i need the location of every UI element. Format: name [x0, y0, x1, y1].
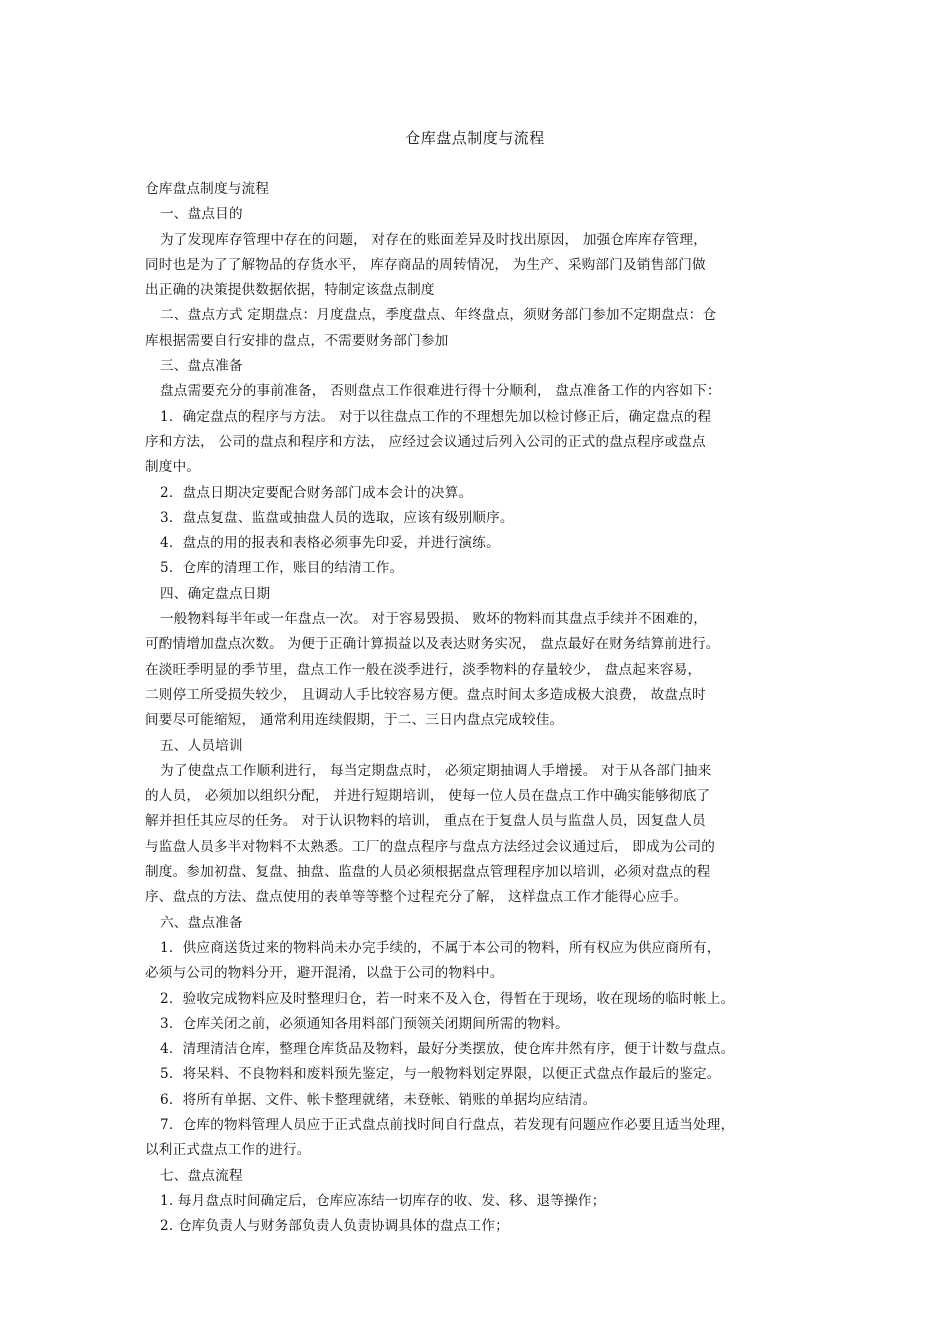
document-body	[145, 177, 825, 1239]
body-line: 序、盘点的方法、盘点使用的表单等等整个过程充分了解， 这样盘点工作才能得心应手。	[145, 889, 688, 906]
body-line: 2．盘点日期决定要配合财务部门成本会计的决算。	[160, 484, 473, 501]
body-line: 2．验收完成物料应及时整理归仓，若一时来不及入仓，得暂在于现场，收在现场的临时帐上。	[160, 990, 735, 1007]
body-line: 仓库盘点制度与流程	[145, 181, 270, 197]
body-line: 2. 仓库负责人与财务部负责人负责协调具体的盘点工作；	[160, 1218, 509, 1235]
body-line: 可酌情增加盘点次数。 为便于正确计算损益以及表达财务实况， 盘点最好在财务结算前进行。	[145, 636, 720, 653]
body-line: 3．仓库关闭之前，必须通知各用料部门预领关闭期间所需的物料。	[160, 1015, 569, 1032]
body-line: 一、盘点目的	[160, 206, 243, 223]
body-line: 5．仓库的清理工作，账目的结清工作。	[160, 560, 404, 577]
body-line: 7．仓库的物料管理人员应于正式盘点前找时间自行盘点，若发现有问题应作必要且适当处理，	[160, 1116, 735, 1133]
page-title: 仓库盘点制度与流程	[405, 129, 545, 147]
body-line: 6．将所有单据、文件、帐卡整理就绪，未登帐、销账的单据均应结清。	[160, 1091, 597, 1108]
body-line: 二、盘点方式 定期盘点：月度盘点，季度盘点、年终盘点，须财务部门参加不定期盘点：仓	[160, 307, 717, 324]
body-line: 解并担任其应尽的任务。 对于认识物料的培训， 重点在于复盘人员与监盘人员，因复盘人员	[145, 813, 706, 830]
body-line: 1．确定盘点的程序与方法。 对于以往盘点工作的不理想先加以检讨修正后，确定盘点的程	[160, 408, 712, 425]
body-line: 同时也是为了了解物品的存货水平， 库存商品的周转情况， 为生产、采购部门及销售部门做	[145, 256, 706, 273]
body-line: 出正确的决策提供数据依据，特制定该盘点制度	[145, 282, 435, 299]
body-line: 序和方法， 公司的盘点和程序和方法， 应经过会议通过后列入公司的正式的盘点程序或盘点	[145, 433, 706, 450]
body-line: 六、盘点准备	[160, 914, 243, 931]
body-line: 1．供应商送货过来的物料尚未办完手续的，不属于本公司的物料，所有权应为供应商所有，	[160, 939, 721, 956]
body-line: 与监盘人员多半对物料不太熟悉。工厂的盘点程序与盘点方法经过会议通过后， 即成为公司的	[145, 838, 716, 855]
body-line: 一般物料每半年或一年盘点一次。 对于容易毁损、 败坏的物料而其盘点手续并不困难的，	[160, 611, 707, 628]
body-line: 为了发现库存管理中存在的问题， 对存在的账面差异及时找出原因， 加强仓库库存管理，	[160, 231, 707, 248]
body-line: 间要尽可能缩短， 通常利用连续假期，于二、三日内盘点完成较佳。	[145, 712, 564, 729]
body-line: 二则停工所受损失较少， 且调动人手比较容易方便。盘点时间太多造成极大浪费， 故盘点时	[145, 686, 706, 703]
body-line: 七、盘点流程	[160, 1167, 243, 1184]
body-line: 库根据需要自行安排的盘点，不需要财务部门参加	[145, 332, 449, 349]
body-line: 盘点需要充分的事前准备， 否则盘点工作很难进行得十分顺利， 盘点准备工作的内容如下：	[160, 383, 721, 400]
body-line: 的人员， 必须加以组织分配， 并进行短期培训， 使每一位人员在盘点工作中确实能够彻底了	[145, 788, 711, 805]
body-line: 五、人员培训	[160, 737, 243, 754]
body-line: 4．清理清洁仓库，整理仓库货品及物料，最好分类摆放，使仓库井然有序，便于计数与盘点。	[160, 1041, 735, 1058]
body-line: 三、盘点准备	[160, 358, 243, 375]
body-line: 必须与公司的物料分开，避开混淆，以盘于公司的物料中。	[145, 965, 504, 982]
body-line: 为了使盘点工作顺利进行， 每当定期盘点时， 必须定期抽调人手增援。 对于从各部门抽来	[160, 762, 712, 779]
body-line: 3．盘点复盘、监盘或抽盘人员的选取，应该有级别顺序。	[160, 509, 514, 526]
body-line: 在淡旺季明显的季节里，盘点工作一般在淡季进行，淡季物料的存量较少， 盘点起来容易，	[145, 661, 702, 678]
body-line: 四、确定盘点日期	[160, 585, 271, 602]
body-line: 制度。参加初盘、复盘、抽盘、监盘的人员必须根据盘点管理程序加以培训，必须对盘点的程	[145, 864, 711, 881]
body-line: 5．将呆料、不良物料和废料预先鉴定，与一般物料划定界限，以便正式盘点作最后的鉴定。	[160, 1066, 721, 1083]
body-line: 制度中。	[145, 459, 201, 476]
body-line: 4．盘点的用的报表和表格必须事先印妥，并进行演练。	[160, 535, 500, 552]
body-line: 以利正式盘点工作的进行。	[145, 1142, 311, 1159]
body-line: 1. 每月盘点时间确定后，仓库应冻结一切库存的收、发、移、退等操作；	[160, 1192, 606, 1209]
